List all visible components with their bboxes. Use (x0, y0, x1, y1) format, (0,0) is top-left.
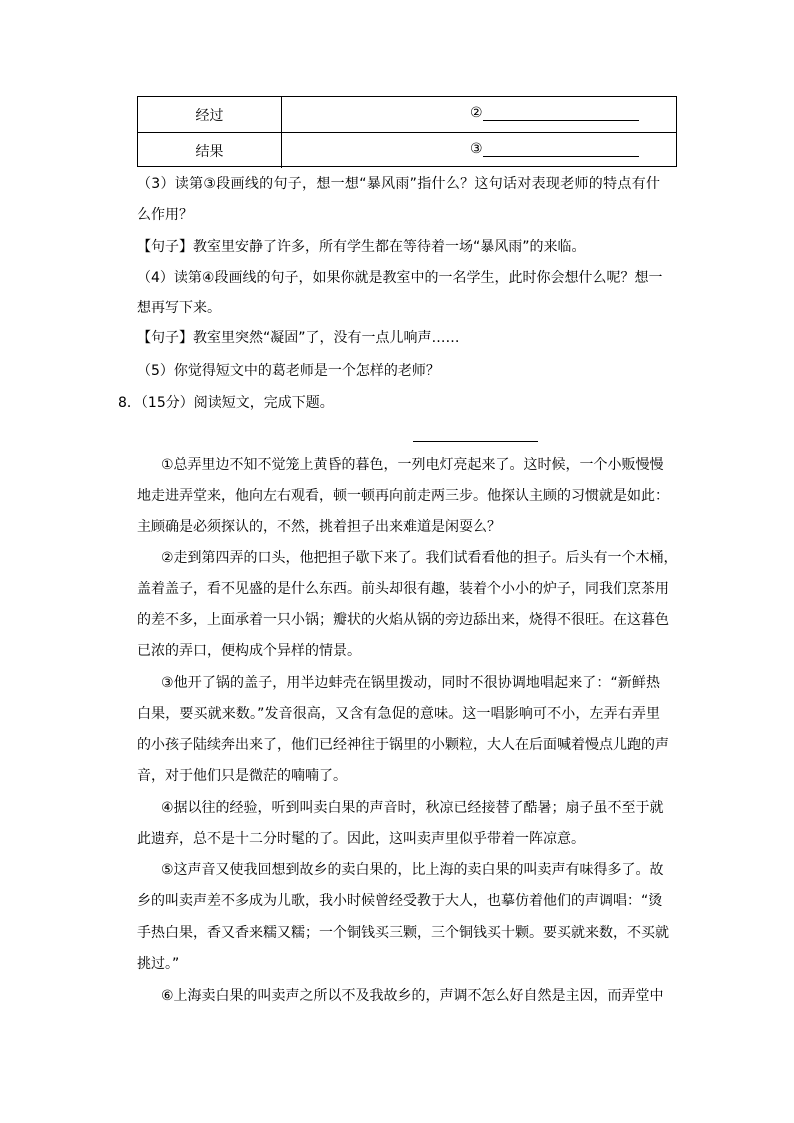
blank-marker: ② (470, 105, 483, 121)
question-4-cont: 想再写下来。 (137, 300, 221, 316)
question-5: （5）你觉得短文中的葛老师是一个怎样的老师？ (137, 363, 440, 379)
passage-line: ①总弄里边不知不觉笼上黄昏的暮色，一列电灯亮起来了。这时候，一个小贩慢慢 (161, 457, 664, 473)
answer-table (137, 96, 677, 167)
passage-line: 的小孩子陆续奔出来了，他们已经神往于锅里的小颗粒，大人在后面喊着慢点儿跑的声 (137, 737, 669, 753)
passage-line: ③他开了锅的盖子，用半边蚌壳在锅里拨动，同时不很协调地唱起来了：“新鲜热 (161, 675, 660, 691)
question-4: （4）读第④段画线的句子，如果你就是教室中的一名学生，此时你会想什么呢？想一 (137, 270, 663, 286)
passage-line: ④据以往的经验，听到叫卖白果的声音时，秋凉已经接替了酷暑；扇子虽不至于就 (161, 800, 664, 816)
passage-line: 地走进弄堂来，他向左右观看，顿一顿再向前走两三步。他探认主顾的习惯就是如此： (137, 488, 669, 504)
passage-line: 的差不多，上面承着一只小锅；瓣状的火焰从锅的旁边舔出来，烧得不很旺。在这暮色 (137, 612, 669, 628)
title-blank-line (413, 441, 538, 442)
passage-line: 挑过。” (137, 956, 180, 972)
passage-line: 手热白果，香又香来糯又糯；一个铜钱买三颗，三个铜钱买十颗。要买就来数，不买就 (137, 925, 669, 941)
passage-line: 主顾确是必须探认的，不然，挑着担子出来难道是闲耍么？ (137, 519, 501, 535)
passage-line: 此遗弃，总不是十二分时髦的了。因此，这叫卖声里似乎带着一阵凉意。 (137, 831, 585, 847)
passage-line: 白果，要买就来数。”发音很高，又含有急促的意味。这一唱影响可不小，左弄右弄里 (137, 706, 660, 722)
passage-line: 已浓的弄口，便构成个异样的情景。 (137, 643, 361, 659)
passage-line: ②走到第四弄的口头，他把担子歇下来了。我们试看看他的担子。后头有一个木桶， (161, 550, 678, 566)
question-3: （3）读第③段画线的句子，想一想“暴风雨”指什么？这句话对表现老师的特点有什 (137, 176, 660, 192)
passage-line: 乡的叫卖声差不多成为儿歌，我小时候曾经受教于大人，也摹仿着他们的声调唱：“烫 (137, 893, 663, 909)
table-row (138, 132, 676, 168)
blank-underline (483, 105, 639, 121)
row-label: 经过 (138, 97, 282, 132)
blank-underline (483, 141, 639, 157)
question-4-sentence: 【句子】教室里突然“凝固”了，没有一点儿响声…… (137, 330, 460, 346)
blank-marker: ③ (470, 141, 483, 157)
passage-line: 盖着盖子，看不见盛的是什么东西。前头却很有趣，装着个小小的炉子，同我们烹茶用 (137, 581, 669, 597)
answer-blank (470, 141, 639, 157)
passage-line: ⑤这声音又使我回想到故乡的卖白果的，比上海的卖白果的叫卖声有味得多了。故 (161, 862, 664, 878)
question-8-heading: 8．（15分）阅读短文，完成下题。 (118, 395, 334, 411)
answer-blank (470, 105, 639, 121)
question-3-cont: 么作用？ (137, 207, 193, 223)
passage-line: 音，对于他们只是微茫的喃喃了。 (137, 768, 347, 784)
table-row (138, 97, 676, 132)
passage-line: ⑥上海卖白果的叫卖声之所以不及我故乡的，声调不怎么好自然是主因，而弄堂中 (161, 988, 664, 1004)
row-label: 结果 (138, 133, 282, 168)
question-3-sentence: 【句子】教室里安静了许多，所有学生都在等待着一场“暴风雨”的来临。 (137, 239, 586, 255)
